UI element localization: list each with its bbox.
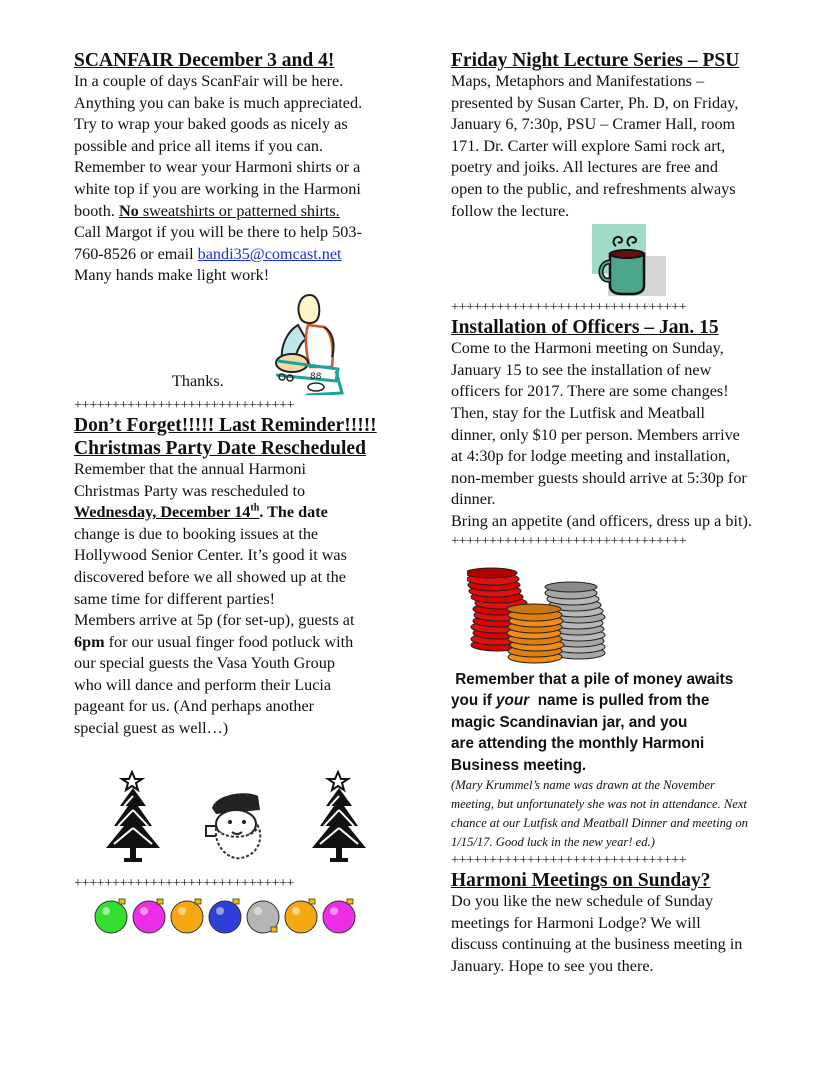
sunday-heading: Harmoni Meetings on Sunday? xyxy=(451,870,711,891)
scanfair-booth-line: booth. No sweatshirts or patterned shirts. xyxy=(74,201,340,220)
christmas-tree-icon xyxy=(308,770,370,866)
christmas-images xyxy=(74,740,424,875)
left-column xyxy=(74,50,424,933)
party-date: Wednesday, December 14th xyxy=(74,502,260,522)
lecture-line: 171. Dr. Carter will explore Sami rock art, xyxy=(451,136,726,155)
party-line: discovered before we all showed up at the xyxy=(74,567,346,586)
party-line: who will dance and perform their Lucia xyxy=(74,675,332,694)
scanfair-line: In a couple of days ScanFair will be here. xyxy=(74,72,344,90)
coffee-mug-icon xyxy=(592,224,668,298)
separator: +++++++++++++++++++++++++++++++ xyxy=(451,300,687,316)
party-line: our special guests the Vasa Youth Group xyxy=(74,654,335,673)
lecture-line: open to the public, and refreshments always xyxy=(451,179,736,198)
scanfair-article xyxy=(74,50,424,397)
money-line: Business meeting. xyxy=(451,756,587,774)
installation-line: officers for 2017. There are some changes! xyxy=(451,382,729,401)
scanfair-line: possible and price all items if you can. xyxy=(74,136,324,155)
right-column xyxy=(451,50,796,977)
lecture-line: poetry and joiks. All lectures are free and xyxy=(451,158,718,177)
party-line: change is due to booking issues at the xyxy=(74,524,319,543)
money-note-line: 1/15/17. Good luck in the new year! ed.) xyxy=(451,835,655,849)
money-note-line: chance at our Lutfisk and Meatball Dinner and meeting on xyxy=(451,816,748,830)
scanfair-line: Try to wrap your baked goods as nicely as xyxy=(74,115,348,134)
installation-line: Then, stay for the Lutfisk and Meatball xyxy=(451,403,705,422)
thanks-text: Thanks. xyxy=(172,371,224,390)
email-link[interactable]: bandi35@comcast.net xyxy=(197,244,342,263)
party-line: same time for different parties! xyxy=(74,589,276,608)
installation-line: Bring an appetite (and officers, dress up a bit). xyxy=(451,511,752,530)
lecture-article xyxy=(451,50,796,299)
scanfair-contact-line: 760-8526 or email bandi35@comcast.net xyxy=(74,244,342,263)
installation-line: dinner, only $10 per person. Members arrive xyxy=(451,425,740,444)
party-line: pageant for us. (And perhaps another xyxy=(74,697,315,716)
installation-article xyxy=(451,317,796,532)
party-date-line: Wednesday, December 14th. The date xyxy=(74,502,328,522)
ornament-row xyxy=(74,893,424,933)
scanfair-heading: SCANFAIR December 3 and 4! xyxy=(74,50,335,71)
separator: +++++++++++++++++++++++++++++++ xyxy=(451,853,687,868)
separator: +++++++++++++++++++++++++++++++ xyxy=(451,533,687,549)
woman-baking-icon xyxy=(270,291,350,395)
scanfair-call-line: Call Margot if you will be there to help 503- xyxy=(74,223,362,242)
lecture-heading: Friday Night Lecture Series – PSU xyxy=(451,50,740,71)
svg-text:88: 88 xyxy=(310,371,322,382)
installation-line: January 15 to see the installation of new xyxy=(451,360,712,379)
lecture-line: January 6, 7:30p, PSU – Cramer Hall, room xyxy=(451,115,736,134)
ornaments-icon xyxy=(94,895,394,935)
installation-line: Come to the Harmoni meeting on Sunday, xyxy=(451,339,724,358)
party-line: Hollywood Senior Center. It’s good it was xyxy=(74,546,347,565)
christmas-party-article xyxy=(74,415,424,875)
lecture-line: presented by Susan Carter, Ph. D, on Friday, xyxy=(451,93,739,112)
separator: +++++++++++++++++++++++++++++ xyxy=(74,397,295,413)
party-line: Members arrive at 5p (for set-up), guests at xyxy=(74,611,355,630)
party-line: Christmas Party was rescheduled to xyxy=(74,481,306,500)
installation-heading: Installation of Officers – Jan. 15 xyxy=(451,317,719,339)
money-line: Remember that a pile of money awaits xyxy=(451,670,734,688)
party-heading-1: Don’t Forget!!!!! Last Reminder!!!!! xyxy=(74,414,377,436)
party-time-line: 6pm for our usual finger food potluck with xyxy=(74,632,354,651)
coin-stacks-icon xyxy=(467,567,607,665)
sunday-line: meetings for Harmoni Lodge? We will xyxy=(451,913,701,932)
sunday-line: Do you like the new schedule of Sunday xyxy=(451,892,714,910)
sunday-line: January. Hope to see you there. xyxy=(451,956,654,975)
scanfair-closing: Many hands make light work! xyxy=(74,266,270,285)
money-line: magic Scandinavian jar, and you xyxy=(451,713,688,731)
lecture-line: Maps, Metaphors and Manifestations – xyxy=(451,72,705,90)
party-line: special guest as well…) xyxy=(74,719,229,738)
santa-face-icon xyxy=(202,790,268,860)
scanfair-line: Anything you can bake is much appreciated. xyxy=(74,93,363,112)
sunday-line: discuss continuing at the business meeting in xyxy=(451,935,743,954)
separator: +++++++++++++++++++++++++++++ xyxy=(74,875,295,891)
money-line: you if your name is pulled from the xyxy=(451,692,710,709)
money-note-line: meeting, but unfortunately she was not in attendance. Next xyxy=(451,797,747,811)
party-heading-2: Christmas Party Date Rescheduled xyxy=(74,437,366,459)
scanfair-line: Remember to wear your Harmoni shirts or a xyxy=(74,158,361,177)
money-line: are attending the monthly Harmoni xyxy=(451,735,705,752)
lecture-line: follow the lecture. xyxy=(451,201,570,220)
installation-line: non-member guests should arrive at 5:30p for xyxy=(451,468,747,487)
installation-line: at 4:30p for lodge meeting and installation, xyxy=(451,447,731,466)
christmas-tree-icon xyxy=(102,770,164,866)
party-line: Remember that the annual Harmoni xyxy=(74,459,306,478)
sunday-meetings-article xyxy=(451,870,796,977)
installation-line: dinner. xyxy=(451,490,496,509)
money-article xyxy=(451,551,796,853)
money-note-line: (Mary Krummel’s name was drawn at the November xyxy=(451,778,715,792)
scanfair-line: white top if you are working in the Harmoni xyxy=(74,179,361,198)
